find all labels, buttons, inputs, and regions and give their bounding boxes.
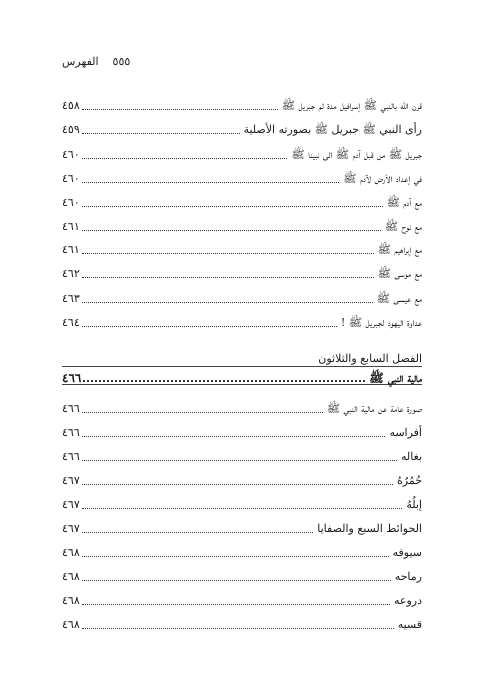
running-head: [62, 55, 130, 68]
dot-leader: [82, 324, 337, 327]
toc-entry: [62, 170, 422, 186]
dot-leader: [82, 131, 240, 134]
toc-entry-page: ٤٦٠: [62, 172, 80, 185]
toc-entry-title: مع نوح ﷺ: [384, 220, 422, 233]
running-head-page-number: ٥٥٥: [112, 55, 131, 68]
toc-entry-title: رأى النبي ﷺ جبريل ﷺ بصورته الأصلية: [243, 123, 422, 136]
toc-entry: [62, 194, 422, 210]
dot-leader: [82, 482, 393, 485]
toc-entry-page: ٤٦١: [62, 243, 80, 256]
toc-entry: [62, 369, 422, 385]
toc-entry-title: مالية النبي ﷺ: [369, 371, 422, 385]
dot-leader: [82, 602, 390, 605]
heading-rule-top: [62, 366, 422, 367]
toc-entry-page: ٤٦٧: [62, 498, 80, 511]
toc-entry-title: عداوة اليهود لجبريل ﷺ !: [340, 316, 422, 329]
toc-entry-title: قسيه: [397, 618, 422, 631]
dot-leader: [83, 378, 365, 382]
toc-entry-page: ٤٥٨: [62, 99, 80, 112]
toc-entry-title: مع آدم ﷺ: [386, 196, 422, 209]
dot-leader: [82, 530, 314, 533]
toc-entry-title: أفراسه: [389, 426, 422, 439]
dot-leader: [82, 626, 394, 629]
toc-entry-page: ٤٦٦: [62, 426, 80, 439]
toc-entry-title: مع عيسى ﷺ: [376, 292, 422, 305]
toc-entry: [62, 241, 422, 257]
dot-leader: [82, 554, 389, 557]
toc-entry-title: سيوفه: [392, 546, 422, 559]
dot-leader: [82, 251, 374, 254]
dot-leader: [82, 156, 288, 159]
dot-leader: [82, 458, 397, 461]
dot-leader: [82, 107, 278, 110]
dot-leader: [82, 434, 386, 437]
toc-entry: [62, 592, 422, 608]
toc-entry-page: ٤٦٧: [62, 522, 80, 535]
toc-entry-page: ٤٦٤: [62, 316, 80, 329]
toc-entry: [62, 496, 422, 512]
dot-leader: [82, 578, 391, 581]
dot-leader: [82, 228, 381, 231]
toc-entry: [62, 146, 422, 162]
toc-entry-page: ٤٦٦: [62, 371, 82, 385]
toc-entry-title: الحوائط السبع والصفايا: [317, 522, 422, 535]
dot-leader: [82, 410, 323, 413]
toc-entry-page: ٤٦٦: [62, 402, 80, 415]
toc-entry: [62, 314, 422, 330]
toc-entry: [62, 616, 422, 632]
toc-entry-title: مع إبراهيم ﷺ: [377, 243, 422, 256]
toc-entry-page: ٤٦٨: [62, 618, 80, 631]
toc-entry: [62, 472, 422, 488]
toc-entry: [62, 520, 422, 536]
dot-leader: [82, 204, 383, 207]
toc-entry-page: ٤٦٢: [62, 267, 80, 280]
toc-entry-page: ٤٦٨: [62, 594, 80, 607]
toc-entry-title: صورة عامة عن مالية النبي ﷺ: [326, 402, 422, 415]
dot-leader: [82, 180, 340, 183]
running-head-title: الفهرس: [62, 55, 99, 68]
dot-leader: [82, 275, 374, 278]
toc-entry-title: بغاله: [401, 450, 422, 463]
toc-entry: [62, 290, 422, 306]
toc-entry-title: في إعداد الأرض لآدم ﷺ: [343, 172, 422, 185]
toc-entry-title: إبلُهُ: [406, 498, 422, 511]
toc-entry-title: دروعه: [394, 594, 422, 607]
toc-entry-page: ٤٦١: [62, 220, 80, 233]
toc-entry: [62, 121, 422, 137]
toc-entry: [62, 265, 422, 281]
section-heading: الفصل السابع والثلاثون: [318, 352, 422, 365]
toc-entry-page: ٤٥٩: [62, 123, 80, 136]
toc-entry-page: ٤٦٨: [62, 570, 80, 583]
toc-entry-title: حُمُرُهُ: [397, 474, 422, 487]
toc-entry: [62, 544, 422, 560]
toc-entry-title: رماحه: [394, 570, 422, 583]
dot-leader: [82, 506, 403, 509]
toc-entry-page: ٤٦٨: [62, 546, 80, 559]
toc-entry: [62, 218, 422, 234]
toc-entry-page: ٤٦٧: [62, 474, 80, 487]
toc-entry: [62, 448, 422, 464]
toc-entry-page: ٤٦٦: [62, 450, 80, 463]
toc-entry: [62, 97, 422, 113]
toc-entry-page: ٤٦٠: [62, 148, 80, 161]
toc-entry-title: مع موسى ﷺ: [377, 267, 422, 280]
toc-entry: [62, 400, 422, 416]
toc-entry-title: جبريل ﷺ من قبل آدم ﷺ الى نبينا ﷺ: [291, 148, 422, 161]
toc-entry: [62, 568, 422, 584]
toc-entry-title: قرن الله بالنبي ﷺ إسرافيل مدة ثم جبريل ﷺ: [281, 99, 422, 112]
toc-entry-page: ٤٦٣: [62, 292, 80, 305]
toc-entry: [62, 424, 422, 440]
toc-entry-page: ٤٦٠: [62, 196, 80, 209]
dot-leader: [82, 300, 373, 303]
